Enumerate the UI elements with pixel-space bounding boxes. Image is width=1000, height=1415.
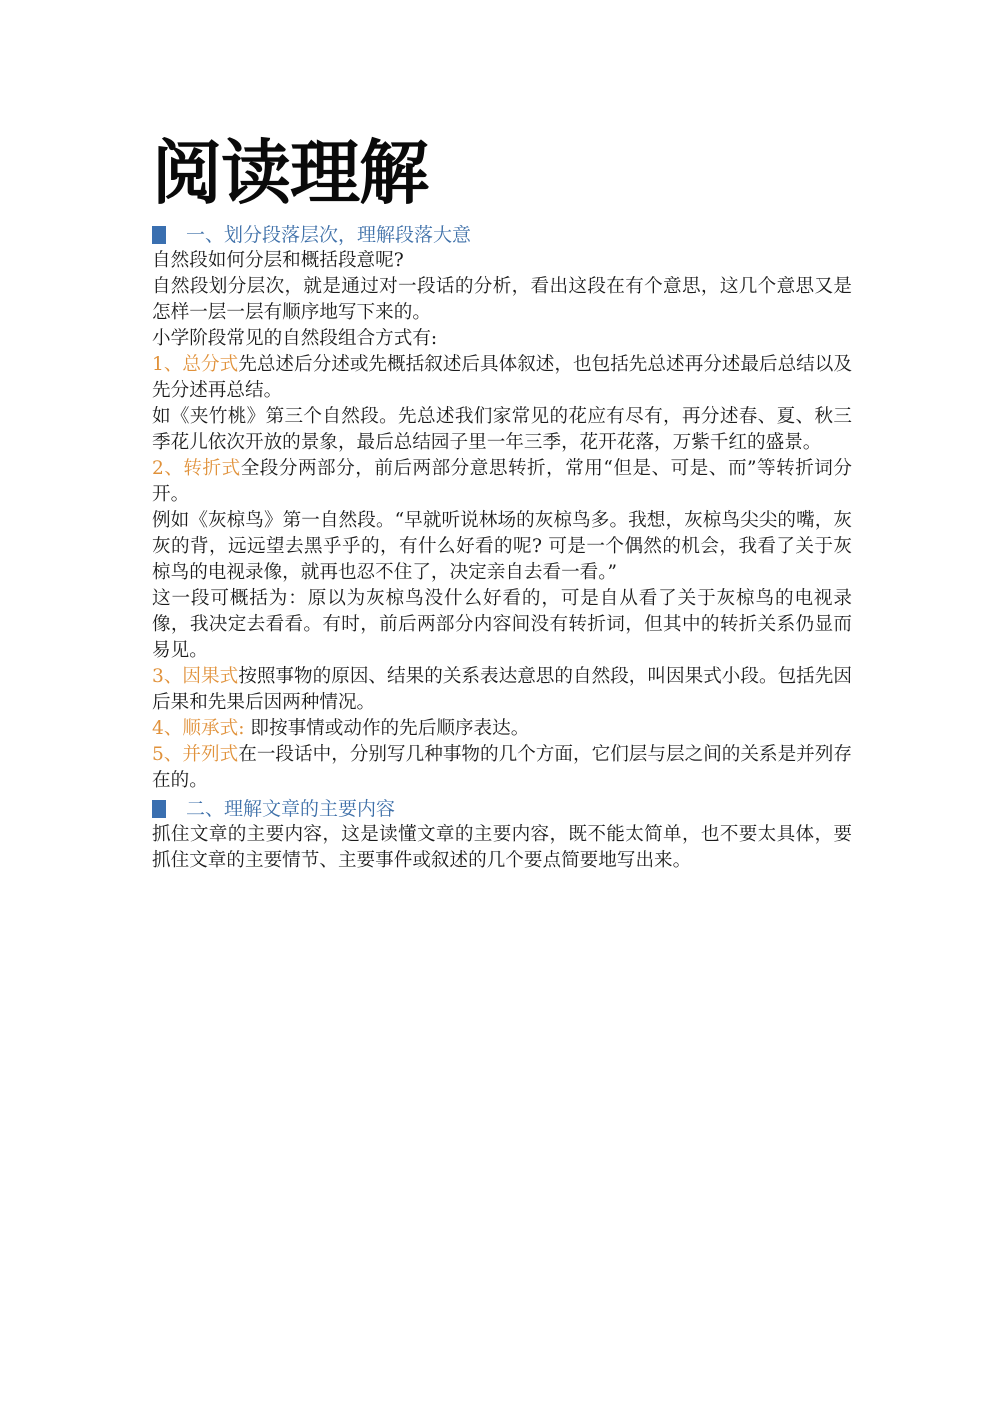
- section-heading-1-text: 一、划分段落层次，理解段落大意: [186, 224, 472, 246]
- section-heading-2: [152, 796, 852, 822]
- type-paragraph-4: [152, 716, 852, 742]
- section-heading-1: [152, 222, 852, 248]
- section2-paragraph: 抓住文章的主要内容，这是读懂文章的主要内容，既不能太简单，也不要太具体，要抓住文章的主要情节、主要事件或叙述的几个要点简要地写出来。: [152, 824, 852, 871]
- types-intro-paragraph: 小学阶段常见的自然段组合方式有:: [152, 328, 438, 349]
- type-text-3: 按照事物的原因、结果的关系表达意思的自然段，叫因果式小段。包括先因后果和先果后因两种情况。: [152, 666, 852, 713]
- type-label-4: 4、顺承式:: [152, 718, 245, 739]
- document-title: 阅读理解: [152, 131, 428, 214]
- document-page: [152, 130, 852, 874]
- type-text-1: 先总述后分述或先概括叙述后具体叙述，也包括先总述再分述最后总结以及先分述再总结。: [152, 354, 852, 401]
- type-label-1: 1、总分式: [152, 354, 239, 375]
- type-paragraph-1: [152, 352, 852, 404]
- type-paragraph-3: [152, 664, 852, 716]
- section-heading-2-text: 二、理解文章的主要内容: [186, 798, 396, 820]
- type-example-1: 如《夹竹桃》第三个自然段。先总述我们家常见的花应有尽有，再分述春、夏、秋三季花儿依次开放的景象，最后总结园子里一年三季，花开花落，万紫千红的盛景。: [152, 406, 852, 453]
- type-label-2: 2、转折式: [152, 458, 241, 479]
- type-text-2: 全段分两部分，前后两部分意思转折，常用“但是、可是、而”等转折词分开。: [152, 458, 852, 505]
- type-label-5: 5、并列式: [152, 744, 239, 765]
- type-text-4: 即按事情或动作的先后顺序表达。: [244, 718, 530, 739]
- intro-paragraph: 自然段划分层次，就是通过对一段话的分析，看出这段在有个意思，这几个意思又是怎样一层一层有顺序地写下来的。: [152, 276, 852, 323]
- section-marker-icon: [152, 800, 166, 818]
- type-paragraph-2: [152, 456, 852, 508]
- type-example-2b: 这一段可概括为：原以为灰椋鸟没什么好看的，可是自从看了关于灰椋鸟的电视录像，我决定去看看。有时，前后两部分内容间没有转折词，但其中的转折关系仍显而易见。: [152, 588, 852, 661]
- type-example-2: 例如《灰椋鸟》第一自然段。“早就听说林场的灰椋鸟多。我想，灰椋鸟尖尖的嘴，灰灰的背，远远望去黑乎乎的，有什么好看的呢? 可是一个偶然的机会，我看了关于灰椋鸟的电视录像，就再也忍不住了，决定亲自去看一看。”: [152, 510, 852, 583]
- section-marker-icon: [152, 226, 166, 244]
- type-paragraph-5: [152, 742, 852, 794]
- type-text-5: 在一段话中，分别写几种事物的几个方面，它们层与层之间的关系是并列存在的。: [152, 744, 852, 791]
- type-label-3: 3、因果式: [152, 666, 239, 687]
- question-paragraph: 自然段如何分层和概括段意呢?: [152, 250, 404, 271]
